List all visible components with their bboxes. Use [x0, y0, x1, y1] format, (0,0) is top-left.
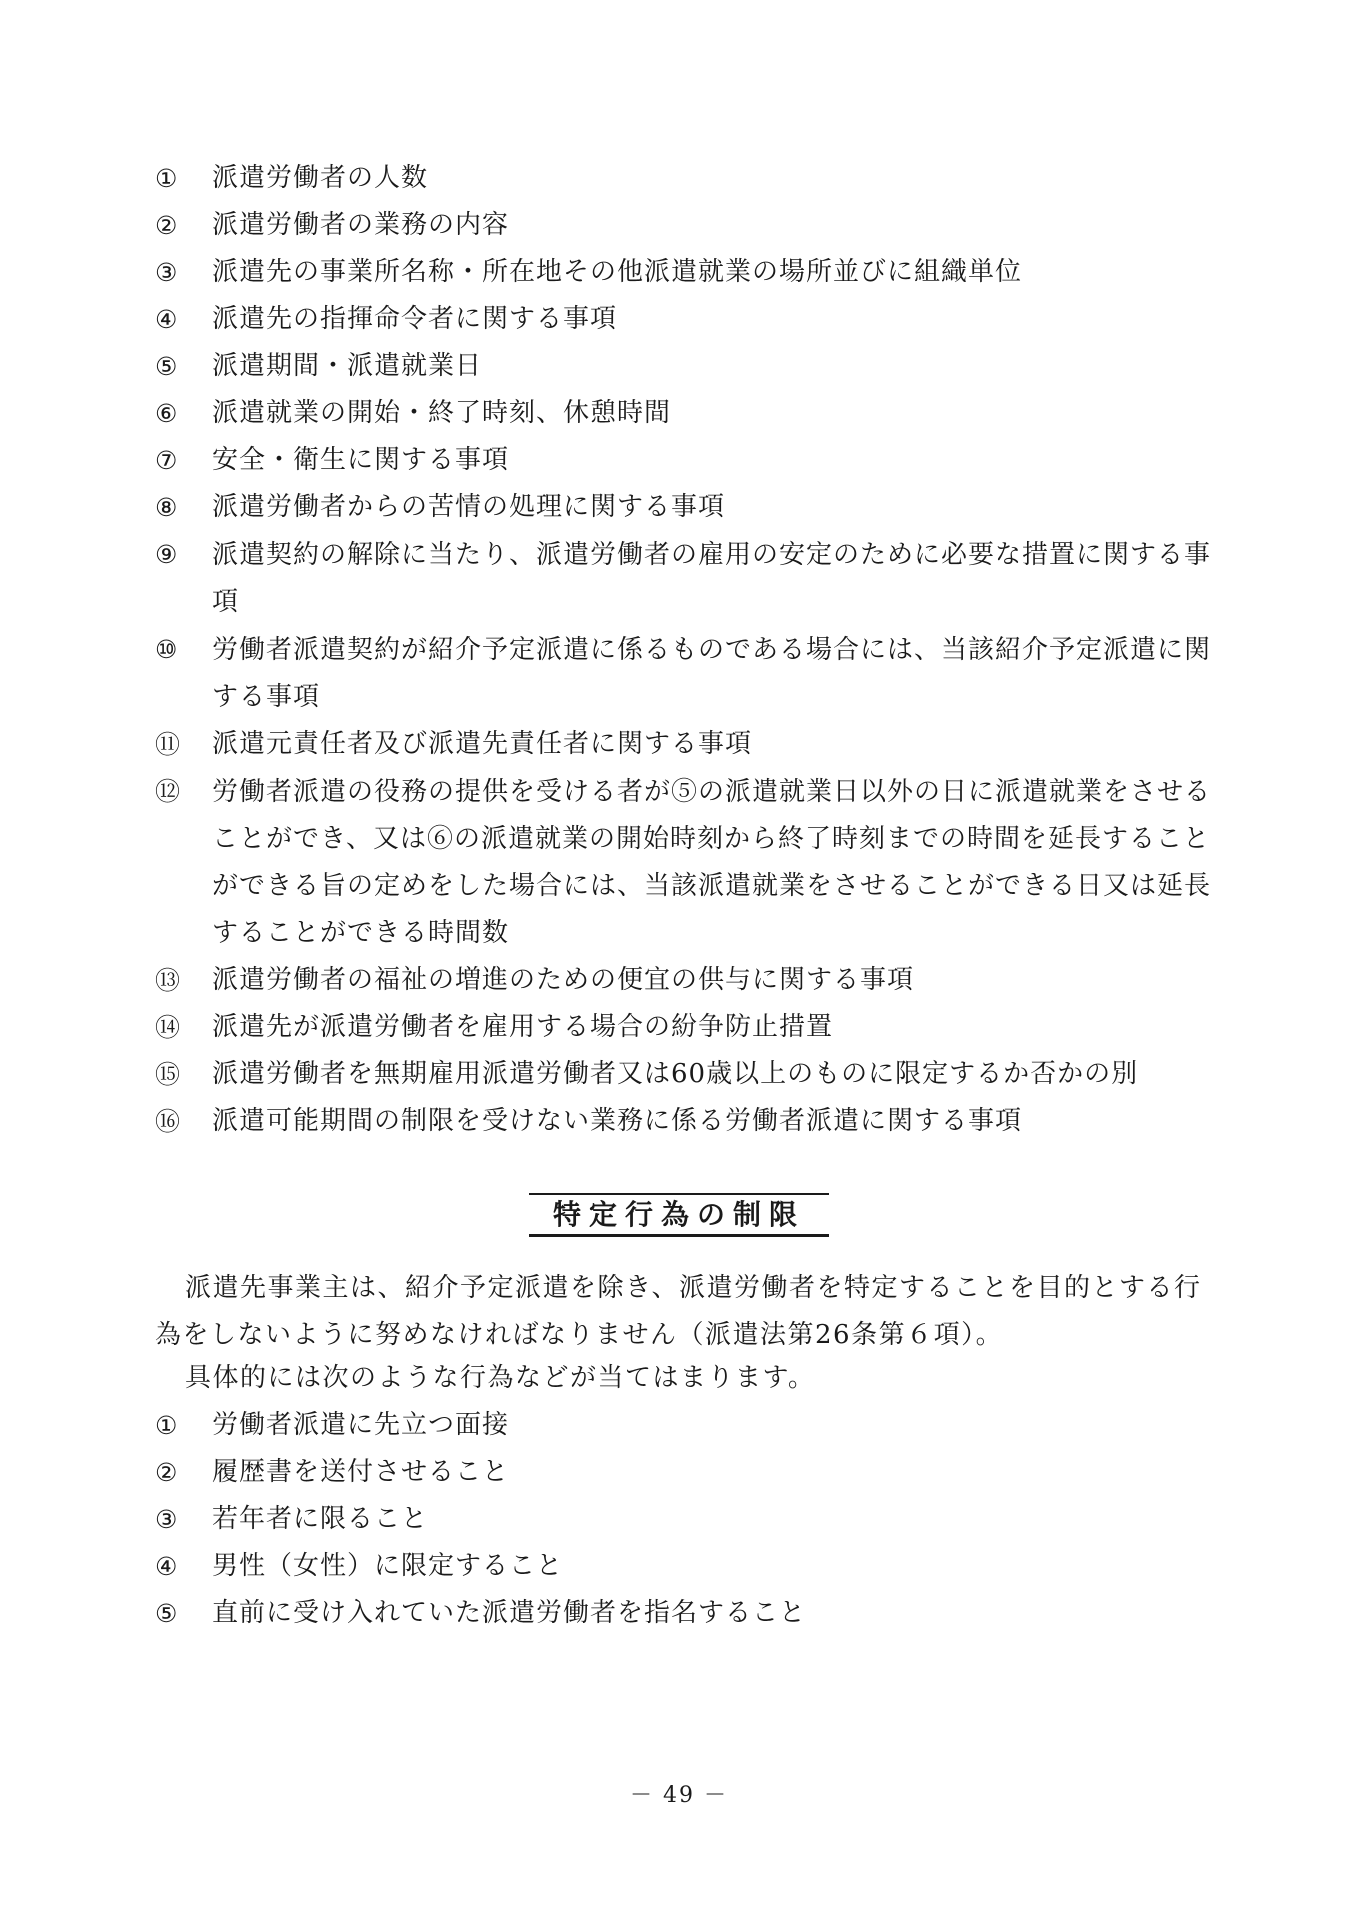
item-number: ② — [155, 1458, 179, 1487]
item-number: ⑪ — [155, 730, 182, 759]
list-item — [155, 202, 1215, 249]
list-item — [155, 155, 1215, 202]
item-number: ⑤ — [155, 1599, 179, 1628]
item-text: 派遣労働者の福祉の増進のための便宜の供与に関する事項 — [212, 965, 915, 995]
list-item — [155, 437, 1215, 484]
item-number: ⑭ — [155, 1013, 182, 1042]
section-heading-box — [529, 1193, 829, 1237]
item-text: 派遣労働者の業務の内容 — [212, 210, 510, 240]
item-text: 労働者派遣に先立つ面接 — [212, 1410, 510, 1440]
item-text: 若年者に限ること — [212, 1504, 429, 1534]
item-number: ① — [155, 1411, 179, 1440]
list-item — [155, 721, 1215, 768]
list-item — [155, 957, 1215, 1004]
item-text: 労働者派遣の役務の提供を受ける者が⑤の派遣就業日以外の日に派遣就業をさせることができ、又は⑥の派遣就業の開始時刻から終了時刻までの時間を延長することができる旨の定めをした場合には、当該派遣就業をさせることができる日又は延長することができる時間数 — [212, 777, 1212, 948]
item-number: ⑬ — [155, 966, 182, 995]
item-text: 派遣元責任者及び派遣先責任者に関する事項 — [212, 729, 753, 759]
item-number: ⑩ — [155, 635, 179, 664]
item-text: 派遣労働者の人数 — [212, 163, 429, 193]
item-text: 派遣労働者を無期雇用派遣労働者又は60歳以上のものに限定するか否かの別 — [212, 1059, 1139, 1089]
list-item — [155, 768, 1215, 957]
item-number: ⑮ — [155, 1060, 182, 1089]
page-number: － 49 － — [630, 1783, 728, 1808]
section-heading: 特定行為の制限 — [552, 1198, 805, 1231]
item-number: ④ — [155, 1552, 179, 1581]
list-item — [155, 1590, 1215, 1637]
list-item — [155, 249, 1215, 296]
list-item — [155, 1402, 1215, 1449]
item-text: 直前に受け入れていた派遣労働者を指名すること — [212, 1598, 807, 1628]
item-number: ④ — [155, 305, 179, 334]
item-text: 派遣労働者からの苦情の処理に関する事項 — [212, 492, 726, 522]
item-number: ⑤ — [155, 352, 179, 381]
item-number: ② — [155, 211, 179, 240]
item-text: 派遣期間・派遣就業日 — [212, 351, 483, 381]
list-item — [155, 1496, 1215, 1543]
item-text: 安全・衛生に関する事項 — [212, 445, 510, 475]
item-text: 派遣先の指揮命令者に関する事項 — [212, 304, 618, 334]
list-item — [155, 390, 1215, 437]
item-text: 履歴書を送付させること — [212, 1457, 510, 1487]
list-item — [155, 626, 1215, 721]
list-item — [155, 1543, 1215, 1590]
paragraph-examples-intro: 具体的には次のような行為などが当てはまります。 — [185, 1363, 816, 1393]
list-item — [155, 1051, 1215, 1098]
list-item — [155, 531, 1215, 626]
item-number: ③ — [155, 258, 179, 287]
item-text: 派遣可能期間の制限を受けない業務に係る労働者派遣に関する事項 — [212, 1106, 1023, 1136]
item-text: 派遣就業の開始・終了時刻、休憩時間 — [212, 398, 672, 428]
paragraph-intro: 派遣先事業主は、紹介予定派遣を除き、派遣労働者を特定することを目的とする行為をしないように努めなければなりません（派遣法第26条第６項）。 — [155, 1273, 1202, 1350]
item-text: 労働者派遣契約が紹介予定派遣に係るものである場合には、当該紹介予定派遣に関する事項 — [212, 635, 1212, 712]
list-item — [155, 1098, 1215, 1145]
item-number: ① — [155, 164, 179, 193]
item-text: 派遣先の事業所名称・所在地その他派遣就業の場所並びに組織単位 — [212, 257, 1023, 287]
item-number: ③ — [155, 1505, 179, 1534]
item-number: ⑫ — [155, 777, 182, 806]
list-item — [155, 343, 1215, 390]
item-text: 派遣先が派遣労働者を雇用する場合の紛争防止措置 — [212, 1012, 834, 1042]
item-text: 派遣契約の解除に当たり、派遣労働者の雇用の安定のために必要な措置に関する事項 — [212, 540, 1212, 617]
item-number: ⑧ — [155, 493, 179, 522]
list-item — [155, 296, 1215, 343]
item-number: ⑦ — [155, 446, 179, 475]
item-number: ⑥ — [155, 399, 179, 428]
contract-items-list — [155, 155, 1215, 1145]
item-text: 男性（女性）に限定すること — [212, 1551, 564, 1581]
restricted-acts-list — [155, 1402, 1215, 1637]
list-item — [155, 1449, 1215, 1496]
item-number: ⑨ — [155, 540, 179, 569]
item-number: ⑯ — [155, 1107, 182, 1136]
list-item — [155, 484, 1215, 531]
list-item — [155, 1004, 1215, 1051]
